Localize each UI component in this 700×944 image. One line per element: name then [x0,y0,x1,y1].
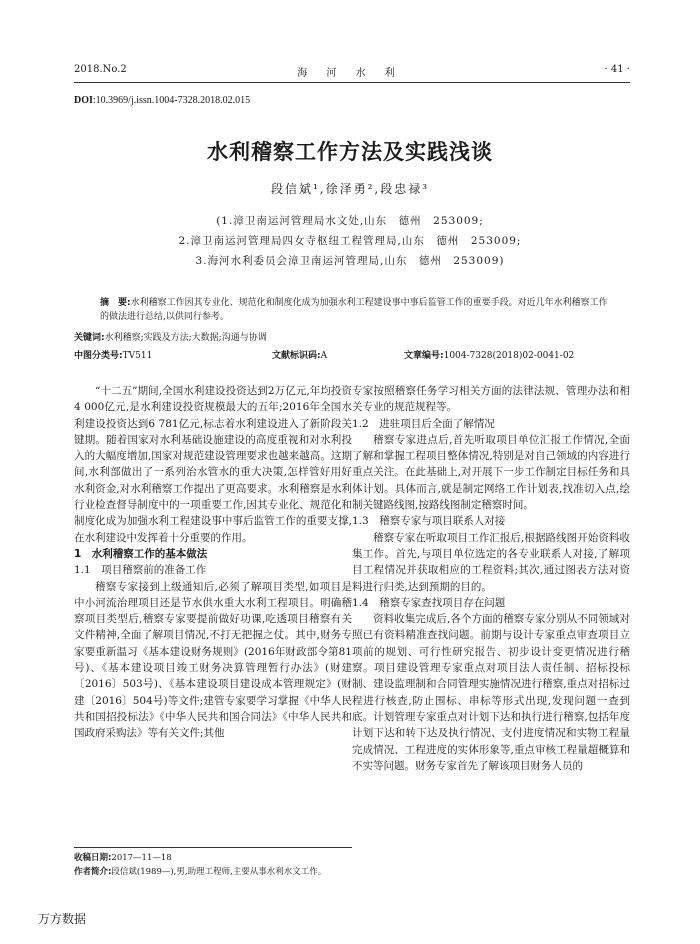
received-date [74,852,354,864]
article-number [404,348,574,361]
section-1-3-heading: 1.3 稽察专家与项目联系人对接 [352,515,506,528]
affiliation-2: 2.漳卫南运河管理局四女寺枢纽工程管理局,山东 德州 253009; [178,235,522,247]
footnote-rule [74,847,352,848]
received-value: 2017—11—18 [111,853,172,863]
bio-text: 段信斌(1989—),男,助理工程师,主要从事水利水文工作。 [111,867,327,877]
classification-value: TV511 [122,351,153,361]
received-label: 收稿日期: [74,853,112,863]
keywords [74,330,267,343]
keywords-text: 水利稽察;实践及方法;大数据;沟通与协调 [104,333,267,343]
classification-number [74,348,152,361]
affiliation-1: (1.漳卫南运河管理局水文处,山东 德州 253009; [216,215,484,227]
section-1-4-heading: 1.4 稽察专家查找项目存在问题 [352,596,506,609]
classification-label: 中图分类号: [74,351,123,361]
header-rule [74,82,630,83]
continued-paragraph: 专家按照稽察任务学习相关方面的法律法规、管理办法和相关专业的规范规程等。 [352,385,630,414]
wanfang-watermark: 万方数据 [38,912,87,926]
doi-value: :10.3969/j.issn.1004-7328.2018.02.015 [92,95,251,106]
section-1-3-paragraph: 稽察专家在听取项目工作汇报后,根据路线图开始资料收集工作。首先,与项目单位选定的各专业联系人对接,了解项目工程情况并获取相应的工程资料;其次,通过图表方法对资料进行归类,达到预期的目的。 [352,531,630,593]
abstract-label: 摘 要: [100,298,131,308]
document-code [272,348,327,361]
running-header-journal: 海 河 水 利 [297,68,403,79]
intro-paragraph: “十二五”期间,全国水利建设投资达到2万亿元,年均投资4 000亿元,是水利建设投资规模最大的五年;2016年全国水利建设投资达到6 781亿元,标志着水利建设进入了新阶段关键期。随着国家对水利基础设施建设的高度重视和对水利投入的大幅度增加,国家对规范建设管理要求也越来越高。这期间,水利部做出了一系列治水管水的重大决策,怎样管好用好水利资金,对水利稽察工作提出了更高要求。水利稽察是水利行业检查督导制度中的一项重要工作,因其专业化、规范化和制度化成为加强水利工程建设事中事后监管工作的重要支撑,在水利建设中发挥着十分重要的作用。 [74,385,352,544]
article-number-label: 文章编号: [404,351,444,361]
authors: 段信斌¹,徐泽勇²,段忠禄³ [270,182,430,196]
section-1-heading: 1 水利稽察工作的基本做法 [74,547,208,560]
bio-label: 作者简介: [74,867,112,877]
section-1-1-paragraph: 稽察专家接到上级通知后,必须了解项目类型,如项目是中小河流治理项目还是节水供水重大水利工程项目。明确稽察项目类型后,稽察专家要提前做好功课,吃透项目稽察有关文件精神,全面了解项目情况,不打无把握之仗。其中,财务专家要重新温习《基本建设财务规则》(2016年财政部令第81号)、《基本建设项目竣工财务决算管理暂行办法》(财建〔2016〕503号)、《基本建设项目建设成本管理规定》(财建〔2016〕504号)等文件;建管专家要学习掌握《中华人民共和国招投标法》《中华人民共和国合同法》《中华人民共和国政府采购法》等有关文件;其他 [74,580,352,740]
running-header-issue: 2018.No.2 [74,64,127,75]
document-code-label: 文献标识码: [272,351,321,361]
section-1-1-heading: 1.1 项目稽察前的准备工作 [74,564,207,577]
section-1-2-heading: 1.2 进驻项目后全面了解情况 [352,417,495,430]
doi[interactable] [74,95,250,106]
affiliation-3: 3.海河水利委员会漳卫南运河管理局,山东 德州 253009) [195,255,505,267]
doi-label: DOI [74,95,93,106]
body-right-column [352,383,630,774]
keywords-label: 关键词: [74,333,105,343]
author-bio [74,866,354,878]
section-1-2-paragraph: 稽察专家进点后,首先听取项目单位汇报工作情况,全面了解和掌握工程项目整体情况,特别是对自己领域的内容进行重点关注。在此基础上,对开展下一步工作制定目标任务和具体计划。具体而言,就是制定网络工作计划表,找准切入点,绘制关键路线图,按路线图制定稽察时间。 [352,433,630,512]
abstract [100,296,610,324]
body-left-column [74,383,352,742]
abstract-text: 水利稽察工作因其专业化、规范化和制度化成为加强水利工程建设事中事后监管工作的重要手段。对近几年水利稽察工作的做法进行总结,以供同行参考。 [100,298,608,322]
paper-title: 水利稽察工作方法及实践浅谈 [207,140,493,164]
running-header-page: · 41 · [604,64,630,75]
section-1-4-paragraph: 资料收集完成后,各个方面的稽察专家分别从不同领域对照已有资料精准查找问题。前期与设计专家重点审查项目立项前的规划、可行性研究报告、初步设计变更情况进行稽察。项目建设管理专家重点对项目法人责任制、招标投标制、建设监理制和合同管理实施情况进行稽察,重点对招标过程进行核查,防止围标、串标等形式出现,发现问题一查到底。计划管理专家重点对计划下达和执行进行稽察,包括年度计划下达和转下达及执行情况、支付进度情况和实物工程量完成情况、工程进度的实体形象等,重点审核工程量超概算和不实等问题。财务专家首先了解该项目财务人员的 [352,613,630,772]
article-number-value: 1004-7328(2018)02-0041-02 [443,351,575,361]
document-code-value: A [320,351,328,361]
